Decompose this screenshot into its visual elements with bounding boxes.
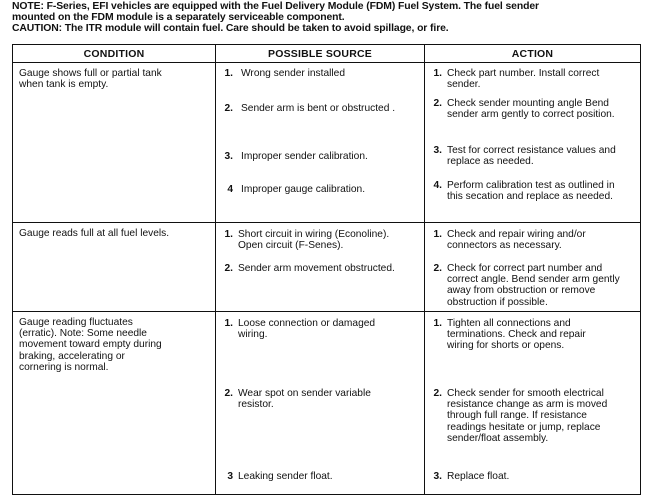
condition-cell <box>13 312 216 495</box>
item-number: 2. <box>224 103 233 114</box>
table-row <box>13 63 641 223</box>
item-text: Improper sender calibration. <box>241 151 368 162</box>
source-cell <box>216 312 425 495</box>
item-number: 4. <box>433 180 442 191</box>
item-text: Wrong sender installed <box>241 68 346 79</box>
item-text: Check sender mounting angle Bend sender arm gently to correct position. <box>447 98 615 121</box>
header-row <box>13 45 641 63</box>
item-number: 1. <box>224 229 233 240</box>
item-number: 2. <box>433 263 442 274</box>
item-number: 4 <box>227 184 233 195</box>
item-number: 2. <box>433 98 442 109</box>
item-number: 3. <box>433 471 442 482</box>
item-text: Replace float. <box>447 471 510 482</box>
item-number: 2. <box>224 263 233 274</box>
item-text: Leaking sender float. <box>238 471 333 482</box>
item-number: 1. <box>433 229 442 240</box>
action-cell <box>425 312 641 495</box>
item-text: Sender arm is bent or obstructed . <box>241 103 396 114</box>
item-number: 1. <box>224 68 233 79</box>
item-text: Sender arm movement obstructed. <box>238 263 395 274</box>
item-number: 2. <box>224 388 233 399</box>
item-text: Improper gauge calibration. <box>241 184 366 195</box>
item-text: Check sender for smooth electrical resistance change as arm is moved through full range. If resistance readings hesitate or jump, replace sender/float assembly. <box>447 388 608 444</box>
action-header: ACTION <box>425 45 641 63</box>
condition-cell <box>13 223 216 312</box>
source-cell <box>216 223 425 312</box>
item-text: Perform calibration test as outlined in this secation and replace as needed. <box>447 180 615 203</box>
item-text: Wear spot on sender variable resistor. <box>238 388 371 411</box>
action-cell <box>425 63 641 223</box>
note-line-2: mounted on the FDM module is a separately serviceable component. <box>12 12 345 23</box>
item-number: 3 <box>227 471 233 482</box>
item-text: Check and repair wiring and/or connectors as necessary. <box>447 229 586 252</box>
condition-cell <box>13 63 216 223</box>
troubleshooting-table <box>12 44 641 495</box>
item-number: 1. <box>224 318 233 329</box>
possible-source-header: POSSIBLE SOURCE <box>216 45 425 63</box>
action-cell <box>425 223 641 312</box>
condition-text: Gauge reading fluctuates (erratic). Note: Some needle movement toward empty during braking, accelerating or cornering is normal. <box>19 317 162 373</box>
condition-text: Gauge shows full or partial tank when tank is empty. <box>19 68 162 91</box>
item-number: 1. <box>433 68 442 79</box>
condition-text: Gauge reads full at all fuel levels. <box>19 228 170 239</box>
item-text: Test for correct resistance values and replace as needed. <box>447 145 616 168</box>
item-text: Check for correct part number and correct angle. Bend sender arm gently away from obstruction or remove obstruction if possible. <box>447 263 620 308</box>
item-number: 3. <box>433 145 442 156</box>
item-number: 3. <box>224 151 233 162</box>
item-number: 1. <box>433 318 442 329</box>
item-text: Tighten all connections and terminations. Check and repair wiring for shorts or opens. <box>447 318 586 352</box>
table-row <box>13 223 641 312</box>
source-cell <box>216 63 425 223</box>
caution-line: CAUTION: The ITR module will contain fuel. Care should be taken to avoid spillage, or fire. <box>12 23 449 34</box>
header-notes <box>12 1 642 34</box>
table-row <box>13 312 641 495</box>
item-text: Check part number. Install correct sender. <box>447 68 600 91</box>
item-number: 2. <box>433 388 442 399</box>
item-text: Short circuit in wiring (Econoline). Open circuit (F-Senes). <box>238 229 390 252</box>
note-line-1: NOTE: F-Series, EFI vehicles are equipped with the Fuel Delivery Module (FDM) Fuel System. The fuel sender <box>12 1 539 12</box>
item-text: Loose connection or damaged wiring. <box>238 318 376 341</box>
condition-header: CONDITION <box>13 45 216 63</box>
